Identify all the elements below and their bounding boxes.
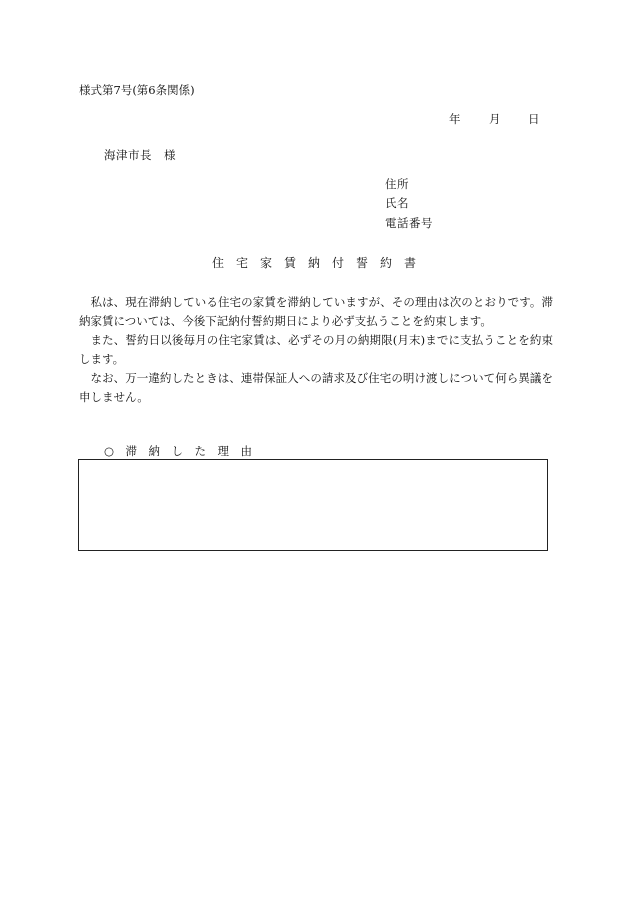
reason-input-box[interactable] (78, 459, 548, 551)
date-year-label: 年 (449, 112, 461, 126)
pledge-body (79, 293, 553, 407)
phone-label: 電話番号 (385, 216, 433, 230)
date-day-label: 日 (528, 112, 540, 126)
pledge-paragraph-1: 私は、現在滞納している住宅の家賃を滞納していますが、その理由は次のとおりです。滞納家賃については、今後下記納付誓約期日により必ず支払うことを約束します。 (79, 295, 553, 328)
form-number: 様式第7号(第6条関係) (79, 83, 195, 97)
pledge-paragraph-3: なお、万一違約したときは、連帯保証人への請求及び住宅の明け渡しについて何ら異議を申しません。 (79, 371, 553, 404)
name-label: 氏名 (385, 196, 409, 210)
addressee: 海津市長 様 (104, 148, 176, 162)
document-title: 住 宅 家 賃 納 付 誓 約 書 (212, 256, 417, 270)
date-month-label: 月 (489, 112, 501, 126)
address-label: 住所 (385, 177, 409, 191)
reason-heading: ○ 滞 納 し た 理 由 (104, 444, 253, 458)
pledge-paragraph-2: また、誓約日以後毎月の住宅家賃は、必ずその月の納期限(月末)までに支払うことを約束します。 (79, 333, 553, 366)
